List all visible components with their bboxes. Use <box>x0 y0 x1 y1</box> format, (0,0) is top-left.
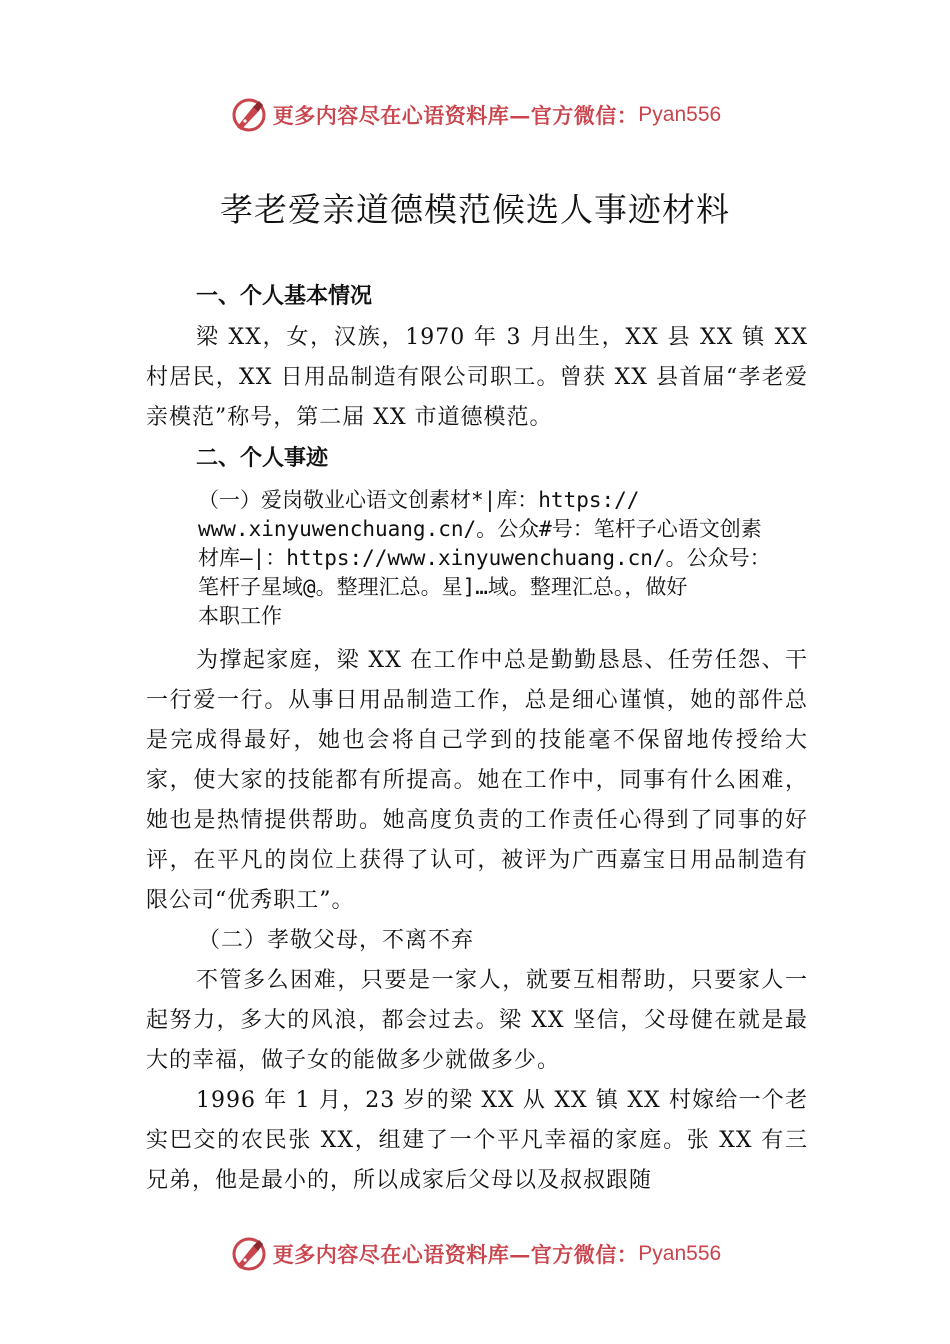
header-wechat-id: Pyan556 <box>638 103 722 126</box>
subsection1-heading: （一）爱岗敬业心语文创素材*|库：https:// www.xinyuwenchuang.cn/。公众#号：笔杆子心语文创素 材库—|：https://www.xinyuwenchuang.cn/。公众号： 笔杆子星域@。整理汇总。星]…域。整理汇总。，做好 本职工作 <box>198 488 771 628</box>
document-body <box>146 276 808 1201</box>
header-banner-text: 更多内容尽在心语资料库—官方微信： <box>272 103 639 128</box>
subsection2-heading: （二）孝敬父母，不离不弃 <box>198 928 475 953</box>
subsection2-paragraph-1: 不管多么困难，只要是一家人，就要互相帮助，只要家人一起努力，多大的风浪，都会过去。梁 XX 坚信，父母健在就是最大的幸福，做子女的能做多少就做多少。 <box>146 968 808 1073</box>
section1-paragraph: 梁 XX，女，汉族，1970 年 3 月出生，XX 县 XX 镇 XX 村居民，XX 日用品制造有限公司职工。曾获 XX 县首届“孝老爱亲模范”称号，第二届 XX 市道德模范。 <box>146 325 808 430</box>
section1-heading: 一、个人基本情况 <box>196 284 373 309</box>
document-title: 孝老爱亲道德模范候选人事迹材料 <box>220 190 730 229</box>
subsection2-paragraph-2: 1996 年 1 月，23 岁的梁 XX 从 XX 镇 XX 村嫁给一个老实巴交的农民张 XX，组建了一个平凡幸福的家庭。张 XX 有三兄弟，他是最小的，所以成家后父母以及叔叔跟随 <box>146 1088 808 1193</box>
footer-banner-text: 更多内容尽在心语资料库—官方微信： <box>272 1242 639 1267</box>
footer-banner <box>0 1232 950 1276</box>
section2-heading: 二、个人事迹 <box>196 446 329 471</box>
header-banner <box>0 93 950 137</box>
subsection1-paragraph: 为撑起家庭，梁 XX 在工作中总是勤勤恳恳、任劳任怨、干一行爱一行。从事日用品制造工作，总是细心谨慎，她的部件总是完成得最好，她也会将自己学到的技能毫不保留地传授给大家，使大家的技能都有所提高。她在工作中，同事有什么困难，她也是热情提供帮助。她高度负责的工作责任心得到了同事的好评，在平凡的岗位上获得了认可，被评为广西嘉宝日用品制造有限公司“优秀职工”。 <box>146 648 808 913</box>
pen-nib-logo-icon <box>229 1234 269 1274</box>
pen-nib-logo-icon <box>229 95 269 135</box>
footer-wechat-id: Pyan556 <box>638 1242 722 1265</box>
